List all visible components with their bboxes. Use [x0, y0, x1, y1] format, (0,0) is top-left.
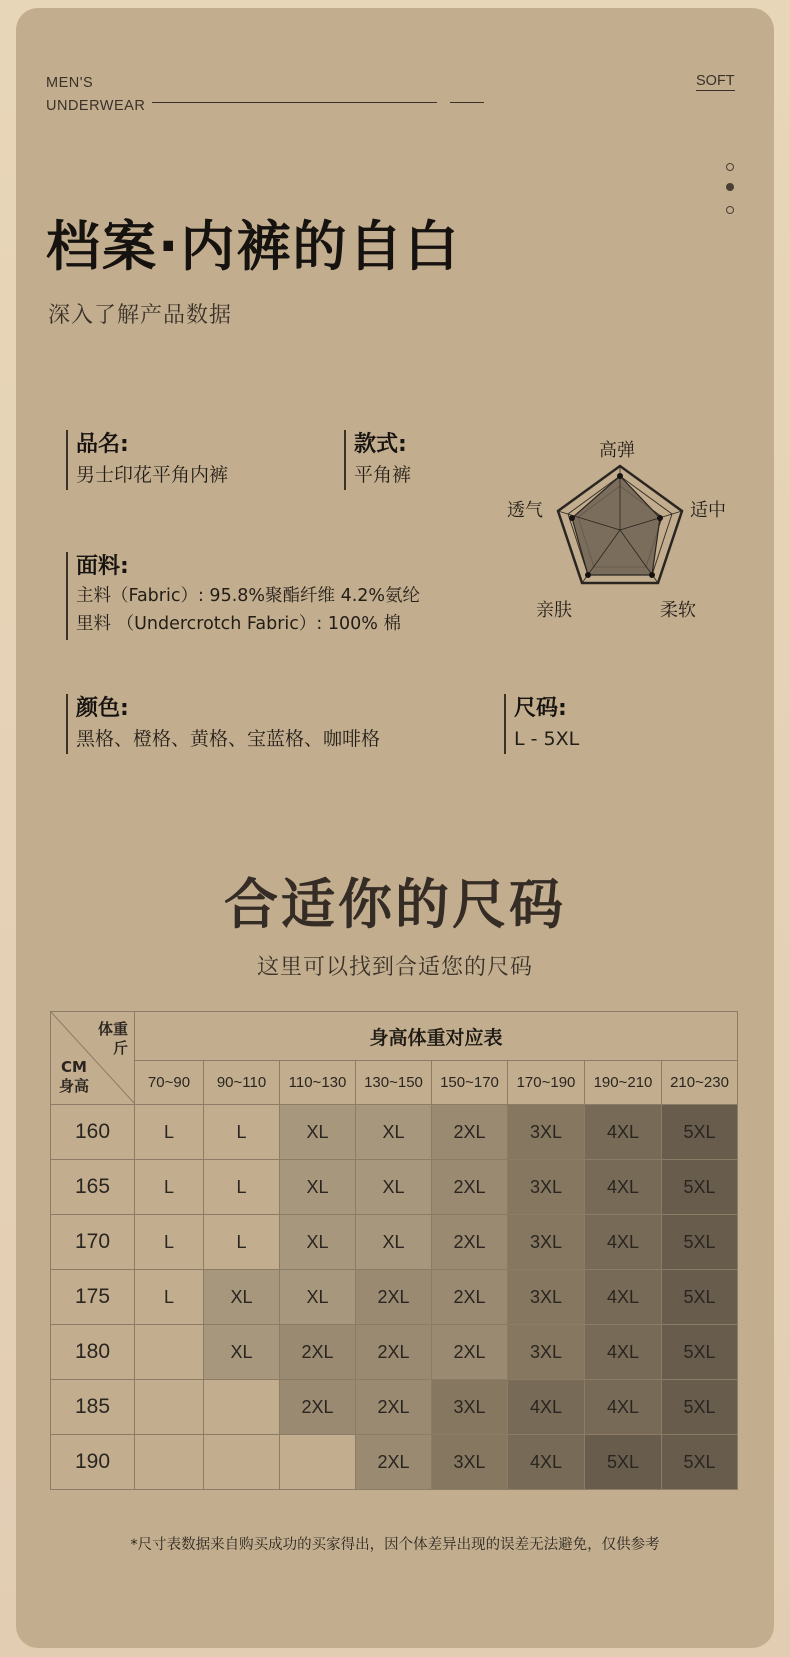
size-cell: L — [204, 1160, 280, 1215]
radar-label-soft: 柔软 — [660, 600, 696, 621]
size-cell: 4XL — [585, 1380, 662, 1435]
size-cell: 2XL — [432, 1325, 508, 1380]
radar-chart — [550, 460, 690, 600]
size-cell: XL — [356, 1160, 432, 1215]
size-cell — [135, 1325, 204, 1380]
radar-label-elastic: 高弹 — [599, 440, 635, 461]
size-cell: 5XL — [662, 1380, 738, 1435]
size-cell: 5XL — [662, 1215, 738, 1270]
name-label: 品名: — [76, 432, 129, 457]
color-label: 颜色: — [76, 696, 129, 721]
page-dot-1[interactable] — [726, 163, 734, 171]
size-cell — [204, 1380, 280, 1435]
radar-label-skin-friendly: 亲肤 — [536, 600, 572, 621]
size-cell: 5XL — [662, 1270, 738, 1325]
size-cell: 3XL — [432, 1380, 508, 1435]
size-cell: 4XL — [585, 1105, 662, 1160]
brand-divider-short — [450, 102, 484, 103]
size-cell: L — [135, 1215, 204, 1270]
brand-divider-long — [152, 102, 437, 103]
weight-header-cell: 110~130 — [280, 1061, 356, 1105]
size-cell: 2XL — [280, 1380, 356, 1435]
size-cell: L — [135, 1105, 204, 1160]
size-cell: 2XL — [432, 1270, 508, 1325]
size-cell: XL — [204, 1325, 280, 1380]
weight-header-cell: 70~90 — [135, 1061, 204, 1105]
table-row — [51, 1435, 738, 1490]
size-cell: 5XL — [662, 1160, 738, 1215]
height-cell: 185 — [51, 1380, 135, 1435]
table-row — [51, 1325, 738, 1380]
size-cell: L — [135, 1270, 204, 1325]
size-table-body — [51, 1105, 738, 1490]
name-value: 男士印花平角内裤 — [76, 464, 229, 486]
height-cell: 165 — [51, 1160, 135, 1215]
page-dot-2-active[interactable] — [726, 183, 734, 191]
table-row — [51, 1160, 738, 1215]
size-cell: XL — [356, 1105, 432, 1160]
brand-label — [46, 72, 145, 118]
size-cell: 3XL — [432, 1435, 508, 1490]
size-cell: XL — [204, 1270, 280, 1325]
height-cell: 175 — [51, 1270, 135, 1325]
size-cell: XL — [280, 1270, 356, 1325]
radar-label-breathable: 透气 — [507, 500, 543, 521]
size-section-subtitle: 这里可以找到合适您的尺码 — [256, 955, 533, 980]
size-cell — [204, 1435, 280, 1490]
table-corner — [51, 1012, 135, 1105]
style-label: 款式: — [354, 432, 407, 457]
fabric-main: 主料（Fabric）: 95.8%聚酯纤维 4.2%氨纶 — [76, 586, 421, 606]
size-cell: 5XL — [585, 1435, 662, 1490]
brand-line2: UNDERWEAR — [46, 98, 146, 114]
weight-header-cell: 190~210 — [585, 1061, 662, 1105]
info-size — [504, 694, 579, 754]
weight-header-cell: 90~110 — [204, 1061, 280, 1105]
size-cell: 4XL — [585, 1270, 662, 1325]
weight-header-cell: 210~230 — [662, 1061, 738, 1105]
table-row — [51, 1215, 738, 1270]
size-cell: 5XL — [662, 1435, 738, 1490]
brand-line1: MEN'S — [46, 75, 94, 91]
page-subtitle: 深入了解产品数据 — [48, 303, 233, 328]
size-cell — [135, 1380, 204, 1435]
size-cell: XL — [280, 1215, 356, 1270]
weight-header-cell: 150~170 — [432, 1061, 508, 1105]
size-cell: XL — [280, 1105, 356, 1160]
size-cell: XL — [280, 1160, 356, 1215]
size-cell: 5XL — [662, 1105, 738, 1160]
size-cell: L — [135, 1160, 204, 1215]
size-cell: 4XL — [508, 1380, 585, 1435]
size-value: L - 5XL — [514, 728, 580, 750]
size-cell — [135, 1435, 204, 1490]
table-row — [51, 1380, 738, 1435]
size-cell: 4XL — [585, 1215, 662, 1270]
color-value: 黑格、橙格、黄格、宝蓝格、咖啡格 — [76, 728, 381, 750]
size-cell: 3XL — [508, 1105, 585, 1160]
size-cell: 4XL — [585, 1160, 662, 1215]
size-cell: 2XL — [432, 1215, 508, 1270]
style-value: 平角裤 — [354, 464, 412, 486]
weight-header-cell: 130~150 — [356, 1061, 432, 1105]
height-cell: 170 — [51, 1215, 135, 1270]
table-title: 身高体重对应表 — [135, 1012, 738, 1061]
size-cell: 2XL — [356, 1380, 432, 1435]
radar-label-moderate: 适中 — [690, 500, 726, 521]
height-cell: 190 — [51, 1435, 135, 1490]
size-label: 尺码: — [514, 696, 567, 721]
size-cell: 2XL — [432, 1105, 508, 1160]
size-cell: 3XL — [508, 1270, 585, 1325]
disclaimer-note: *尺寸表数据来自购买成功的买家得出，因个体差异出现的误差无法避免，仅供参考 — [130, 1537, 660, 1553]
corner-height: CM 身高 — [59, 1058, 90, 1095]
size-cell: 3XL — [508, 1215, 585, 1270]
table-row — [51, 1270, 738, 1325]
page-title: 档案·内裤的自白 — [46, 215, 461, 278]
size-cell: L — [204, 1105, 280, 1160]
fabric-lining: 里料 （Undercrotch Fabric）: 100% 棉 — [76, 614, 401, 634]
size-cell: L — [204, 1215, 280, 1270]
size-cell: 4XL — [508, 1435, 585, 1490]
size-cell: 2XL — [432, 1160, 508, 1215]
fabric-label: 面料: — [76, 554, 129, 579]
weight-header-cell: 170~190 — [508, 1061, 585, 1105]
table-row — [51, 1105, 738, 1160]
info-color — [66, 694, 380, 754]
height-cell: 160 — [51, 1105, 135, 1160]
corner-weight: 体重 斤 — [97, 1020, 128, 1057]
size-cell: 4XL — [585, 1325, 662, 1380]
height-cell: 180 — [51, 1325, 135, 1380]
size-cell: 3XL — [508, 1325, 585, 1380]
size-cell: 2XL — [356, 1435, 432, 1490]
size-cell: XL — [356, 1215, 432, 1270]
info-fabric — [66, 552, 420, 640]
size-cell — [280, 1435, 356, 1490]
size-cell: 2XL — [280, 1325, 356, 1380]
page-dot-3[interactable] — [726, 206, 734, 214]
size-cell: 3XL — [508, 1160, 585, 1215]
weight-header-row — [51, 1061, 738, 1105]
soft-label: SOFT — [696, 73, 735, 89]
size-cell: 5XL — [662, 1325, 738, 1380]
size-cell: 2XL — [356, 1270, 432, 1325]
info-style — [344, 430, 411, 490]
size-cell: 2XL — [356, 1325, 432, 1380]
info-name — [66, 430, 228, 490]
size-section-title: 合适你的尺码 — [224, 873, 566, 936]
size-table — [50, 1011, 738, 1490]
